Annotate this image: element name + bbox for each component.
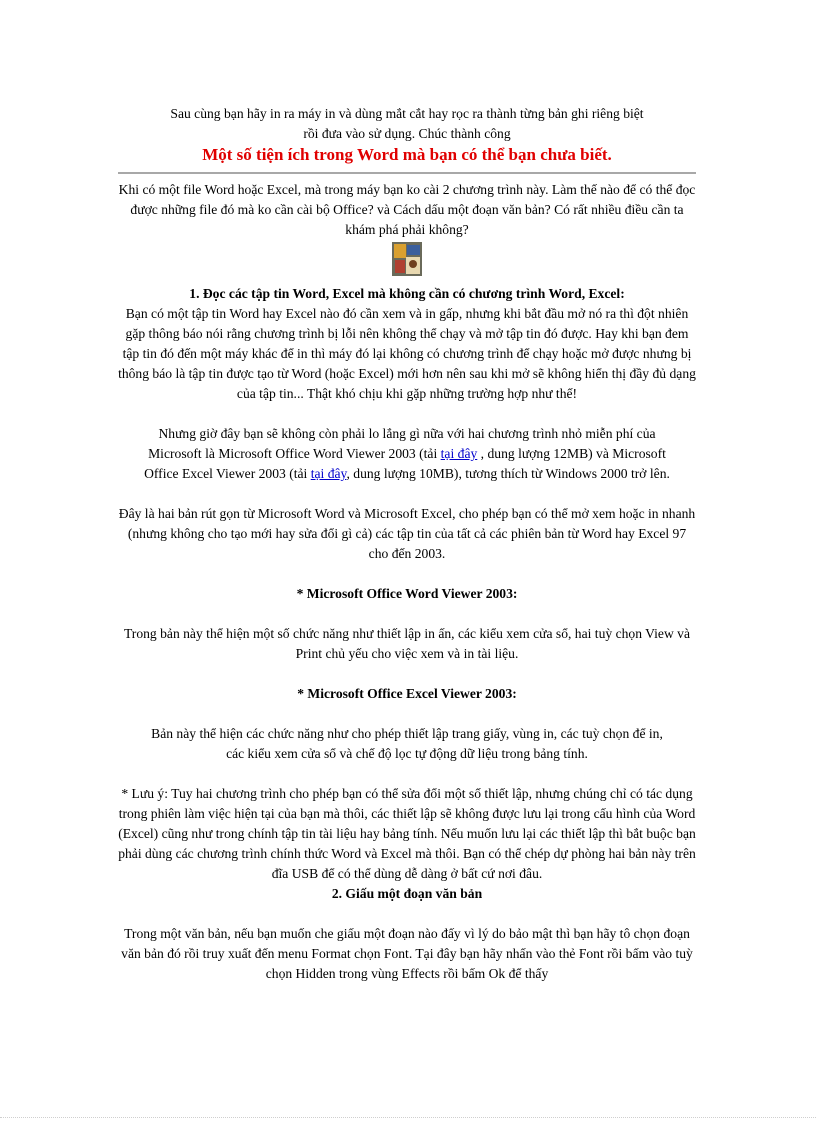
word-viewer-heading: * Microsoft Office Word Viewer 2003: — [296, 586, 518, 601]
section1-heading: 1. Đọc các tập tin Word, Excel mà không cần có chương trình Word, Excel: — [189, 286, 625, 301]
download-link-word-viewer[interactable]: tại đây — [440, 446, 478, 461]
horizontal-rule — [118, 172, 696, 174]
word-viewer-text: Trong bản này thể hiện một số chức năng như thiết lập in ấn, các kiểu xem cửa sổ, hai tuỳ chọn View và Print chủ yếu cho việc xem và in tài liệu. — [123, 626, 691, 661]
article-image-icon — [392, 242, 422, 276]
intro-line-2: rồi đưa vào sử dụng. Chúc thành công — [303, 126, 511, 141]
excel-viewer-text: Bản này thể hiện các chức năng như cho phép thiết lập trang giấy, vùng in, các tuỳ chọn để in, các kiểu xem cửa sổ và chế độ lọc tự động dữ liệu trong bảng tính. — [151, 726, 663, 761]
section1-paragraph-1: Bạn có một tập tin Word hay Excel nào đó cần xem và in gấp, nhưng khi bắt đầu mở nó ra thì đột nhiên gặp thông báo nói rằng chương trình bị lỗi nên không thể chạy và mở tập tin đó được. Hay khi bạn đem tập tin đó đến một máy khác để in thì máy đó lại không có chương trình để chạy hoặc mở được nhưng bị thông báo là tập tin được tạo từ Word (hoặc Excel) mới hơn nên sau khi mở sẽ không hiển thị đầy đủ dạng của tập tin... Thật khó chịu khi gặp những trường hợp như thế! — [118, 306, 696, 401]
note-paragraph: * Lưu ý: Tuy hai chương trình cho phép bạn có thể sửa đổi một số thiết lập, nhưng chúng chỉ có tác dụng trong phiên làm việc hiện tại của bạn mà thôi, các thiết lập sẽ không được lưu lại trong cấu hình của Word (Excel) cũng như trong chính tập tin tài liệu hay bảng tính. Nếu muốn lưu lại các thiết lập thì bắt buộc bạn phải dùng các chương trình chính thức Word và Excel mà thôi. Bạn có thể chép dự phòng hai bản này trên đĩa USB để có thể dùng dễ dàng ở bất cứ nơi đâu. — [118, 786, 696, 881]
excel-viewer-heading: * Microsoft Office Excel Viewer 2003: — [297, 686, 517, 701]
section2-paragraph-1: Trong một văn bản, nếu bạn muốn che giấu một đoạn nào đấy vì lý do bảo mật thì bạn hãy tô chọn đoạn văn bản đó rồi truy xuất đến menu Format chọn Font. Tại đây bạn hãy nhấn vào thẻ Font rồi bấm vào tuỳ chọn Hidden trong vùng Effects rồi bấm Ok để thấy — [121, 926, 693, 981]
article-title: Một số tiện ích trong Word mà bạn có thể bạn chưa biết. — [202, 145, 612, 164]
intro-line-1: Sau cùng bạn hãy in ra máy in và dùng mắt cắt hay rọc ra thành từng bản ghi riêng biệt — [170, 106, 644, 121]
section1-paragraph-3: Đây là hai bản rút gọn từ Microsoft Word và Microsoft Excel, cho phép bạn có thể mở xem hoặc in nhanh (nhưng không cho tạo mới hay sửa đổi gì cả) các tập tin của tất cả các phiên bản từ Word hay Excel 97 cho đến 2003. — [118, 506, 696, 561]
download-link-excel-viewer[interactable]: tại đây — [310, 466, 347, 481]
section2-heading: 2. Giấu một đoạn văn bản — [331, 886, 483, 901]
page-bottom-border — [0, 1117, 816, 1118]
document-page — [118, 104, 696, 984]
para2-text-b: , dung lượng 12MB) và Microsoft Office Excel Viewer 2003 (tải — [144, 446, 666, 481]
para2-text-c: , dung lượng 10MB), tương thích từ Windows 2000 trở lên. — [346, 466, 670, 481]
section1-paragraph-2 — [118, 424, 696, 484]
lead-paragraph: Khi có một file Word hoặc Excel, mà trong máy bạn ko cài 2 chương trình này. Làm thế nào để có thể đọc được những file đó mà ko cần cài bộ Office? và Cách dấu một đoạn văn bản? Có rất nhiều điều cần ta khám phá phải không? — [118, 182, 696, 237]
para2-text-a: Nhưng giờ đây bạn sẽ không còn phải lo lắng gì nữa với hai chương trình nhỏ miễn phí của Microsoft là Microsoft Office Word Viewer 2003 (tải — [148, 426, 656, 461]
